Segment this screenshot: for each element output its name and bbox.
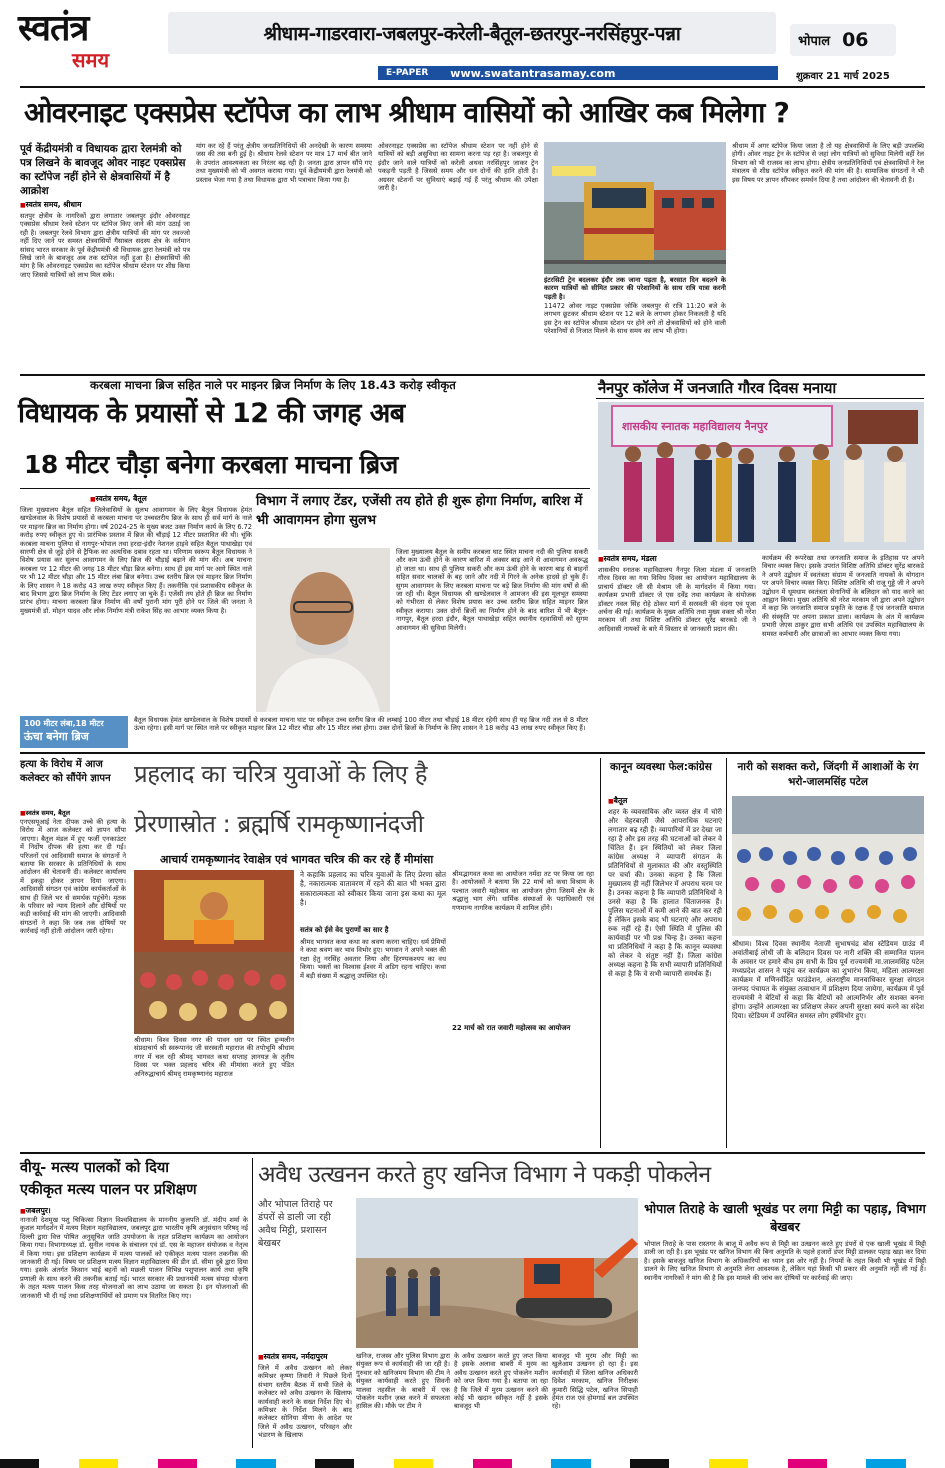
bridge-subhead: विभाग नें लगाए टेंडर, एजेंसी तय होते ही शुरू होगा निर्माण, बारिश में भी आवागमन होगा सुलभ [256,494,583,528]
mining-photo [356,1198,638,1348]
bridge-headline-2: 18 मीटर चौड़ा बनेगा करबला माचना ब्रिज [24,450,398,479]
prahlad-body-col1: ने कहाकि प्रहलाद का चरित्र युवाओं के लिए प्रेरणा स्रोत है, नकारात्मक वातावरण में रहने की बात भी भक्त द्वारा सकारात्मकता को स्वीकार किया जाना इस कथा का मूल है। [300,870,446,908]
women-body: श्रीधाम। विश्व दिवस स्थानीय नेताजी सुभाषचंद्र बोस स्टेडियम ग्राउंड में अवांतीबाई लोधी जी के बलिदान दिवस पर नारी शक्ति की सम्मानित पालन के अवसर पर हमारे बीच हम सभी के प्रिय पूर्व राज्यमंत्री मा.जालमसिंह पटेल मध्यप्रदेश शासन ने पहुंच कर कार्यक्रम का शुभारंभ किया, महिला आत्मरक्षा कार्यक्रम में मणिनर्वदित फाउंडेशन, अंतराष्ट्रीय मानवाधिकार सुरक्षा संगठन जनपद पंचायत के संयुक्त तत्वाधान में प्रशिक्षण दिया जायेगा, कार्यक्रम में पूर्व राज्यमंत्री ने बेटियों से कहा कि बेटियों को आत्मनिर्भर और सशक्त बनना होगा। उन्होंने आत्मरक्षा का प्रशिक्षण लेकर अपनी सुरक्षा स्वयं करने का संदेश दिया। स्टेडियम में उपस्थित समस्त लोग हर्षविभोर हुए। [732,940,924,1020]
mla-portrait [256,548,390,712]
law-byline: ■ बैतूल [608,796,627,806]
lead-body-col6: श्रीधाम में अगर स्टॉपेज किया जाता है तो यह क्षेत्रवासियों के लिए बड़ी उपलब्धि होगी। ओवर नाइट ट्रेन के स्टॉपेज से जहां लोग यात्रियों को सुविधा मिलेगी वहीं रेल विभाग को भी राजस्व का लाभ होगा। क्षेत्रीय जनप्रतिनिधियों एवं क्षेत्रवासियों ने रेल मंत्रालय से शीघ्र स्टॉपेज स्वीकृत करने की मांग की है। सामाजिक संगठनों ने भी इस विषय पर ज्ञापन सौंपकर समर्थन दिया है तथा आंदोलन की चेतावनी दी है। [732,142,924,184]
prahlad-sub-2: 22 मार्च को रात जवारी महोत्सव का आयोजन [452,1024,571,1032]
mla-photo [256,548,390,712]
prahlad-sub-1: सतंत्र को ईसे वेद पुराणों का सार है [300,926,389,934]
law-divider-left [600,758,601,1148]
fish-byline: ■ जबलपुर। [20,1206,51,1216]
prahlad-caption: श्रीधाम। विश्व दिवस नगर की पावन धरा पर स्थित हृन्मलीन संप्रदाचार्य श्री स्वरूपानंद जी सरस्वती महाराज की तपोभूमि श्रीधाम नगर में चल रही श्रीमद् भागवत कथा सप्ताह ज्ञानयज्ञ के तृतीय दिवस पर भक्त प्रहलाद चरित्र की मीमांसा करते हुए पंडित अनिरुद्धाचार्य श्रीमद् रामकृष्णानंद महाराज [134,1036,294,1078]
lead-kicker: पूर्व केंद्रीयमंत्री व विधायक द्वारा रेलमंत्री को पत्र लिखने के बावजूद ओवर नाइट एक्सप्रेस का स्टॉपेज नहीं होने से क्षेत्रवासियों में है आक्रोश [20,143,186,197]
bridge-body-col3: बैतूल विधायक हेमंत खण्डेलवाल के विशेष प्रयासों से करबला माचना घाट पर स्वीकृत उच्च स्तरीय ब्रिज की लम्बाई 100 मीटर तथा चौड़ाई 18 मीटर रहेगी साथ ही यह ब्रिज नदी तल से 8 मीटर ऊंचा रहेगा। इसी मार्ग पर स्थित नाले पर स्वीकृत माइनर ब्रिज 12 मीटर चौड़ा और 15 मीटर लंबा होगा। उक्त दोनों ब्रिजों के निर्माण के लिए शासन ने 18 करोड़ 43 लाख रुपए स्वीकृत किए हैं। [134,716,588,733]
fish-divider [252,1158,253,1448]
page-number: 06 [842,29,869,51]
lead-body-col3: ओवरनाइट एक्सप्रेस का स्टॉपेज श्रीधाम स्टेशन पर नहीं होने से यात्रियों को बड़ी असुविधा का सामना करना पड़ रहा है। जबलपुर से इंदौर जाने वाले यात्रियों को करेली अथवा नरसिंहपुर जाकर ट्रेन पकड़नी पड़ती है जिससे समय और धन दोनों की हानि होती है। अग्रसर स्टेशनों पर सुविधाएं बढ़ाई गई हैं परंतु श्रीधाम की उपेक्षा जारी है। [378,142,538,193]
prahlad-body-col2: श्रीमद भागवत कथा कथा का श्रवण करना चाहिए। धर्म प्रेमियों ने कथा श्रवण कर भाव विभोर हुए। भगवान ने अपने भक्त की रक्षा हेतु नरसिंह अवतार लिया और हिरण्यकश्यप का वध किया। भक्तों का विश्वास ईश्वर में अडिग रहना चाहिए। कथा में बड़ी संख्या में श्रद्धालु उपस्थित रहे। [300,938,446,980]
college-byline: ■ स्वतंत्र समय, मंडला [598,554,657,564]
law-body: शहर के व्यवसायिक और व्यस्त क्षेत्र में चोरी और चेहरबाज़ी जैसे आपराधिक घटनाएं लगातार बढ़ रही हैं। व्यापारियों में डर देखा जा रहा है और इस तरह की घटनाओं को लेकर वे चिंतित हैं। इन स्थितियों को लेकर जिला कांग्रेस अध्यक्ष ने व्यापारी संगठन के प्रतिनिधियों से मुलाकात की और वस्तुस्थिति पर चर्चा की। उनका कहना है कि जिला मुख्यालय ही नहीं जिलेभर में अपराध चरम पर है। उनका कहना है कि व्यापारी प्रतिनिधियों ने उनसे कहा है कि हालात चिंताजनक हैं। पुलिस घटनाओं में कमी आने की बात कर रही है लेकिन इसके बाद भी घटनाएं और अपराध रुक नहीं रहे हैं। ऐसी स्थिति में पुलिस की कार्यवाही पर भी प्रश्न चिन्ह है। उनका कहना था प्रतिनिधियों ने कहा है कि कानून व्यवस्था को लेकर वे संतुष्ट नहीं हैं। जिला कांग्रेस अध्यक्ष कहना है कि सभी व्यापारी प्रतिनिधियों से कहा है कि वे सभी व्यापारी समर्थक हैं। [608,808,722,978]
fish-headline-2: एकीकृत मत्स्य पालन पर प्रशिक्षण [20,1182,197,1198]
cities-text: श्रीधाम-गाडरवारा-जबलपुर-करेली-बैतूल-छतरपुर-नरसिंहपुर-पन्ना [263,23,681,45]
college-headline: नैनपुर कॉलेज में जनजाति गौरव दिवस मनाया [598,379,837,397]
logo [18,8,158,78]
college-event-image [598,402,924,550]
issue-date: शुक्रवार 21 मार्च 2025 [796,71,890,82]
prahlad-subhead: आचार्य रामकृष्णानंद रेवाक्षेत्र एवं भागवत चरित्र की कर रहे हैं मीमांसा [160,853,434,866]
women-headline: नारी को सशक्त करो, जिंदगी में आशाओं के रंग भरो-जालमसिंह पटेल [737,761,919,788]
bridge-divider-top [20,488,590,489]
bridge-badge [20,716,128,748]
mining-body-col3: के अवैध उत्खनन करते हुए जप्त किया है इसके अलावा बाबरी में मुरम का अवैध उत्खनन करते हुए पोकलेन मशीन को जप्त किया गया है। बताया जा रहा है कि जिले में मुरम उत्खनन करने की कोई भी खदान स्वीकृत नहीं है इसके बावजूद भी [454,1352,548,1411]
mining-sidebar-body: भोपाल तिराहे के पास रास्तगर के बाजू में अवैध रूप से मिट्टी का उत्खनन करते हुए डंपरों से एक खाली भूखंड में मिट्टी डाली जा रही है। इस भूखंड पर खनिज विभाग की बिना अनुमति के पहले हजारों डंपर मिट्टी डालकर पहाड़ खड़ा कर दिया है। इसके बावजूद खनिज विभाग के अधिकारियों का ध्यान इस ओर नहीं है। नियमों के तहत किसी भी भूखंड में मिट्टी डालने के लिए खनिज विभाग से अनुमति लेना आवश्यक है, लेकिन यहां किसी भी प्रकार की अनुमति नहीं ली गई है। स्थानीय नागरिकों ने मांग की है कि इस मामले की जांच कर दोषियों पर कार्रवाई की जाए। [644,1240,926,1282]
print-color-strip [0,1459,945,1468]
website-link[interactable]: www.swatantrasamay.com [450,66,616,80]
epaper-label: E-PAPER [386,68,429,78]
fish-body: नानाजी देशमुख पशु चिकित्सा विज्ञान विश्वविद्यालय के माननीय कुलपति डॉ. मंदीप शर्मा के कुशल मार्गदर्शन में मत्स्य विज्ञान महाविद्यालय, जबलपुर द्वारा भारतीय कृषि अनुसंधान परिषद् नई दिल्ली द्वारा वित्त पोषित अनुसूचित जाति उपयोजना के तहत प्रशिक्षण कार्यक्रम का आयोजन किया गया। विभागाध्यक्ष डॉ. सुनील नायक के संचालन एवं डॉ. एस के महाजन संयोजक व नेतृत्व में किया गया। इस प्रशिक्षण कार्यक्रम में मत्स्य पालकों को एकीकृत मत्स्य पालन तकनीक की जानकारी दी गई। विषय पर प्रशिक्षण मत्स्य विज्ञान महाविद्यालय की डीन डॉ. सीमा दुबे द्वारा दिया गया। इसके अंतर्गत किसान भाई बहनों को मछली पालन विभिन्न पशुपालन कार्य तथा कृषि प्रणाली के साथ करने की तकनीक बताई गई। भारत सरकार की प्रधानमंत्री मत्स्य संपदा योजना के तहत मत्स्य पालन किस तरह योजनाओं का लाभ उठाया जा सकता है। इन योजनाओं की जानकारी भी दी गई तथा प्रशिक्षणार्थियों को प्रमाण पत्र वितरित किए गए। [20,1216,248,1300]
mining-body-col4: बावजूद भी मुरम और मिट्टी का खुलेआम उत्खनन हो रहा है। इस कार्यवाही में जिला खनिज अधिकारी दिवेश मरकाम, खनिज निरीक्षक कुमारी सिद्धि पटेल, खनिज सिपाही हेमंत राज एवं होमगार्ड बल उपस्थित रहे। [552,1352,638,1411]
college-banner-text: शासकीय स्नातक महाविद्यालय नैनपुर [622,420,768,433]
mid-divider [20,752,925,754]
collector-headline: हत्या के विरोध में आज कलेक्टर को सौंपेंगे ज्ञापन [20,759,111,784]
lead-photo-train [544,142,726,274]
bridge-kicker: करबला माचना ब्रिज सहित नाले पर माइनर ब्रिज निर्माण के लिए 18.43 करोड़ स्वीकृत [90,378,456,392]
bridge-headline-1: विधायक के प्रयासों से 12 की जगह अब [18,398,405,429]
collector-byline: ■ स्वतंत्र समय, बैतूल [20,808,70,817]
college-divider [596,398,924,399]
edition-box [790,24,896,56]
lead-body-col4: 11472 ओवर नाइट एक्सप्रेस जोकि जबलपुर से रात्रि 11:20 बजे के लगभग छूटकर श्रीधाम स्टेशन पर 12 बजे के लगभग होकर निकलती है यदि इस ट्रेन का स्टॉपेज श्रीधाम स्टेशन पर होने लगे तो क्षेत्रवासियों को होने वाली परेशानियों से निजात मिलने के साथ समय का लाभ भी होगा। [544,302,726,336]
lead-headline: ओवरनाइट एक्सप्रेस स्टॉपेज का लाभ श्रीधाम वासियों को आखिर कब मिलेगा ? [24,96,790,129]
bridge-badge-line1: 100 मीटर लंबा,18 मीटर [24,719,104,728]
bridge-body-col1: जिला मुख्यालय बैतूल सहित जिलेवासियों के सुलभ आवागमन के लिए बैतूल विधायक हेमंत खण्डेलवाल के विशेष प्रयासों से करबला माचना पर उच्चस्तरीय ब्रिज के साथ ही सर्व मार्ग के नाले पर माइनर ब्रिज का निर्माण होगा। वर्ष 2024-25 के मुख्य बजट उक्त निर्माण कार्य के लिए 6.72 करोड़ रुपए स्वीकृत हुए थे। प्रारंभिक प्रस्ताव में ब्रिज की चौड़ाई 12 मीटर प्रस्तावित की थी। चूंकि करबला माचना पुलिया से नागपुर-भोपाल तथा हरदा-इंदौर नेशनल हाइवे सहित बैतूल पाथाखेड़ा एवं सारणी क्षेत्र से जुड़े होने से ट्रैफिक का अत्यधिक दबाव रहता था। परिणाम स्वरूप बैतूल विधायक ने विशेष प्रयास कर सुलभ आवागमन के लिए ब्रिज की चौड़ाई बढ़ाने की मांग की। अब माचना करबला पर 12 मीटर की जगह 18 मीटर चौड़ा ब्रिज बनेगा। साथ ही इस मार्ग पर आगे स्थित नाले पर भी 12 मीटर चौड़ा और 15 मीटर लंबा ब्रिज बनेगा। उच्च स्तरीय ब्रिज एवं माइनर ब्रिज निर्माण के लिए शासन ने 18 करोड़ 43 लाख रुपए स्वीकृत किए हैं। तकनीकि एवं प्रशासकीय स्वीकृत के बाद विभाग द्वारा ब्रिज निर्माण के लिए टेंडर लगाए जा चुके हैं। एजेंसी तय होते ही ब्रिज का निर्माण प्रारंभ होगा। माचना करबला ब्रिज निर्माण की वर्षों पुरानी मांग पूरी होने पर जिले की जनता ने मुख्यमंत्री डॉ. मोहन यादव और लोक निर्माण मंत्री राकेश सिंह का आभार व्यक्त किया है। [20,506,252,615]
mining-sidebar-headline: भोपाल तिराहे के खाली भूखंड पर लगा मिट्टी का पहाड़, विभाग बेखबर [644,1201,926,1234]
epaper-strip [378,66,778,80]
lead-body-col1: सतपुर क्षेत्रीय के नागरिकों द्वारा लगातार जबलपुर इंदौर ओवरनाइट एक्सप्रेस श्रीधाम रेलवे स्टेशन पर स्टॉपेज किए जाने की मांग उठाई जा रही है। जबलपुर रेलवे विभाग द्वारा क्षेत्रीय यात्रियों की मांग पर तवज्जो नहीं दिए जाने पर समस्त क्षेत्रवासियों गैसाबल सदस्य क्षेत्र के वर्तमान सांसद भारत सरकार के पूर्व केंद्रीयमंत्री श्री विधायक द्वारा रेलमंत्री को पत्र लिखे जाने के बावजूद अब तक स्टॉपेज नहीं हुआ है। क्षेत्रवासियों की मांग है कि ओवरनाइट एक्सप्रेस का स्टॉपेज श्रीधाम स्टेशन पर शीघ्र किया जाए जिससे यात्रियों को लाभ मिल सके। [20,212,190,279]
college-photo [598,402,924,550]
prahlad-headline-1: प्रहलाद का चरित्र युवाओं के लिए है [134,760,428,788]
bridge-byline: ■ स्वतंत्र समय, बैतूल [90,494,147,504]
women-divider-left [726,758,727,1148]
cities-banner [168,12,776,54]
edition-name: भोपाल [798,34,831,49]
prahlad-body-col3-top: श्रीमद्भागवत कथा का आयोजन नर्मदा तट पर किया जा रहा है। आयोजकों ने बताया कि 22 मार्च को कथा विश्राम के पश्चात जवारी महोत्सव का आयोजन होगा जिसमें क्षेत्र के श्रद्धालु भाग लेंगे। धार्मिक संस्थाओं के पदाधिकारी एवं गणमान्य नागरिक कार्यक्रम में शामिल होंगे। [452,870,594,912]
masthead-divider [20,86,925,88]
lead-body-col2: मांग कर रहे हैं परंतु क्षेत्रीय जनप्रतिनिधियों की अनदेखी के कारण समस्या जस की तस बनी हुई है। श्रीधाम रेलवे स्टेशन पर मात्र 17 मार्च बीत जाने के उपरांत आवश्यकता का निरंतर बढ़ रही है। जनता द्वारा ज्ञापन सौंपे गए तथा मुख्यमंत्री को भी अवगत कराया गया। पूर्व केंद्रीयमंत्री द्वारा रेलमंत्री को प्रस्ताव भेजा गया है तथा विधायक द्वारा भी पत्राचार किया गया है। [196,142,372,184]
collector-body: एनएसयूआई नेता दीपक उच्चे की हत्या के विरोध में आज कलेक्टर को ज्ञापन सौंपा जाएगा। बैतूल मंडल में हुए फर्जी एनकाउंटर में निर्दोष दीपक की हत्या कर दी गई। परिजनों एवं आदिवासी समाज के संगठनों ने बताया कि सरकार के प्रतिनिधियों के साथ आंदोलन की चेतावनी दी। कलेक्टर कार्यालय में इकट्ठा होकर ज्ञापन दिया जाएगा। आदिवासी संगठन एवं कांग्रेस कार्यकर्ताओं के साथ ही जिले भर से समर्थक पहुंचेंगे। मृतक के परिवार को न्याय दिलाने और दोषियों पर कड़ी कार्रवाई की मांग की जाएगी। आदिवासी संगठनों ने कहा कि जब तक दोषियों पर कार्रवाई नहीं होती आंदोलन जारी रहेगा। [20,818,126,936]
lead-byline: ■ स्वतंत्र समय, श्रीधाम [20,200,81,210]
lower-divider [20,1152,925,1154]
logo-top: स्वतंत्र [18,7,89,49]
pokelane-excavator-image [356,1198,638,1348]
women-photo [732,796,924,936]
bhagwat-katha-image [134,870,294,1034]
prahlad-headline-2: प्रेरणास्रोत : ब्रह्मर्षि रामकृष्णानंदजी [134,810,424,838]
logo-bottom: समय [72,48,110,72]
self-defense-event-image [732,796,924,936]
train-image [544,142,726,274]
prahlad-photo [134,870,294,1034]
mining-pull-quote: और भोपाल तिराहे पर डंपरों से डाली जा रही अवैध मिट्टी, प्रशासन बेखबर [258,1199,333,1249]
mining-headline: अवैध उत्खनन करते हुए खनिज विभाग ने पकड़ी पोकलेन [258,1162,711,1188]
mining-body-col1: जिले में अवैध उत्खनन को लेकर कमिश्नर कृष्णा तिवारी ने पिछले दिनों संभाग स्तरीय बैठक में सभी जिले के कलेक्टर को अवैध उत्खनन के खिलाफ कार्यवाही करने के सख्त निर्देश दिए थे। कमिश्नर के निर्देश मिलने के बाद कलेक्टर सोनिया मीणा के आदेश पर जिले में अवैध उत्खनन, परिवहन और भंडारण के खिलाफ [258,1364,352,1440]
college-body-col2: कार्यक्रम की रूपरेखा तथा जनजाति समाज के इतिहास पर अपने विचार व्यक्त किए। इसके उपरांत विशिष्ट अतिथि डॉक्टर सुरेंद्र बारकडे ने अपने उद्बोधन में स्वतंत्रता संग्राम में जनजाति नायकों के योगदान पर अपने विचार व्यक्त किए। विशिष्ट अतिथि श्री राजू गुड्डे जी ने अपने उद्बोधन में धूमधाम स्वतंत्रता सेनानियों के बलिदान को याद करने का आह्वान किया। मुख्य अतिथि श्री नरेश मरकाम जी द्वारा अपने उद्बोधन में कहा कि जनजाति समाज प्रकृति के रक्षक हैं एवं जनजाति समाज की संस्कृति पर अपना प्रकाश डाला। कार्यक्रम के अंत में कार्यक्रम प्रभारी जेएस ठाकुर द्वारा सभी अतिथि एवं उपस्थित महाविद्यालय के समस्त कर्मचारी और छात्राओं का आभार व्यक्त किया गया। [762,554,924,638]
masthead [0,0,945,86]
lead-photo-caption: इंटरसिटी ट्रेन बदलकर इंदौर तक जाना पड़ता है, बरसात दिन बदलने के कारण यात्रियों को सीमित प्रकार की परेशानियों के साथ रात्रि यात्रा करनी पड़ती है। [544,276,726,300]
law-headline: कानून व्यवस्था फेल:कांग्रेस [610,761,712,773]
college-body-col1: शासकीय स्नातक महाविद्यालय नैनपुर जिला मंडला में जनजाति गौरव दिवस का गया विविध दिवस का आयोजन महाविद्यालय के प्राचार्य डॉक्टर जी सी मेश्राम जी के मार्गदर्शन में किया गया। कार्यक्रम प्रभारी डॉक्टर जे एस दर्वेंद्र तथा कार्यक्रम के संयोजक डॉक्टर नवल सिंह रोहे ठोकर मार्ग में सरस्वती की वंदना एवं पूजा अर्चना की गई। कार्यक्रम के मुख्य अतिथि तथा मुख्य वक्ता श्री नरेश मरकाम जी तथा विशिष्ट अतिथि डॉक्टर सुरेंद्र बारकडे जी ने आदिवासी नायकों के बारे में विस्तार से जानकारी प्रदान की। [598,566,756,633]
mining-byline: ■ स्वतंत्र समय, नर्मदापुरम [258,1352,328,1362]
mining-body-col2: खनिज, राजस्व और पुलिस विभाग द्वारा संयुक्त रूप से कार्यवाही की जा रही है। गुरुवार को खनिजमय विभाग की टीम ने संयुक्त कार्यवाही करते हुए सिवनी मालवा तहसील के बाबरी में एक पोकलेन मशीन ज़ब्त करने में सफलता हासिल की। मौके पर टीम ने [356,1352,450,1411]
bridge-badge-line2: ऊंचा बनेगा ब्रिज [24,730,89,743]
fish-headline-1: वीयू- मत्स्य पालकों को दिया [20,1160,170,1176]
bridge-body-col2: जिला मुख्यालय बैतूल के समीप करबला घाट स्थित माचना नदी की पुलिया सकरी और कम ऊंची होने के कारण बारिश में अक्सर बाढ़ आने से आवागमन अवरूद्ध हो जाता था। साथ ही पुलिया सकरी और कम ऊंची होने के कारण बाढ़ से बाहनों सहित सवार चालकों के बह जाने और नदी में गिरने के अनेक हादसे हो चुके हैं। सुगम आवागमन के लिए करबला माचना पर बड़े ब्रिज निर्माण की मांग वर्षों से की जा रही थी। बैतूल विधायक श्री खण्डेलवाल ने आमजन की इस मूलभूत समस्या को गंभीरता से लेकर विशेष प्रयास कर उच्च स्तरीय ब्रिज सहित माइनर ब्रिज स्वीकृत कराया। उक्त दोनों ब्रिजों का निर्माण होने के बाद बारिश में भी बैतूल-नागपुर, बैतूल हरदा इंदौर, बैतूल पाथाखेड़ा सहित स्थानीय रहवासियों को सुगम आवागमन की सुविधा मिलेगी। [396,548,588,632]
lead-divider [20,374,925,376]
